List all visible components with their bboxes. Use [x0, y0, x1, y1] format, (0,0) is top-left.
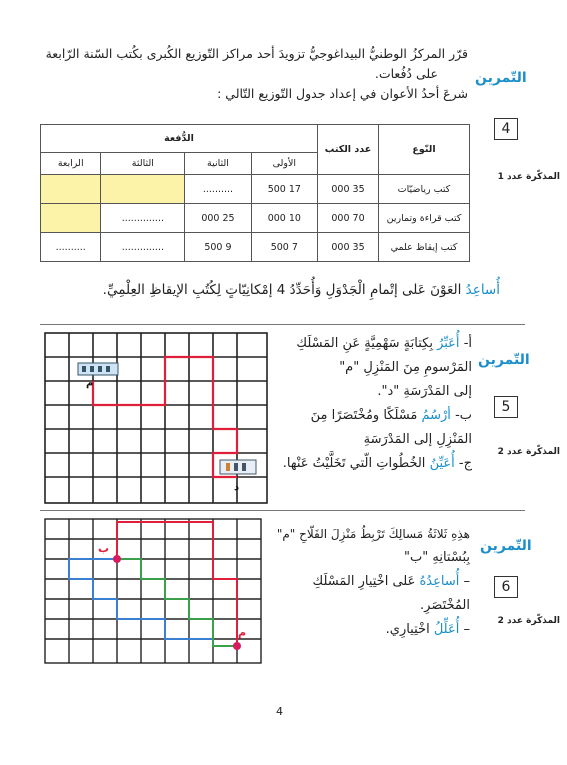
- cell-b2: 25 000: [185, 204, 251, 233]
- header-batch: الدُّفعة: [41, 125, 318, 153]
- distribution-table: [40, 124, 470, 262]
- exercise-5-number: 5: [494, 396, 518, 418]
- route-grid-ex6: [44, 518, 262, 664]
- cell-b3: [101, 175, 185, 204]
- cell-b2: 9 500: [185, 233, 251, 262]
- home-label: م: [86, 378, 94, 389]
- ex5-part-c: ج- أُعَيِّنُ الخُطُواتِ الّتي تَخَلَّيْتُ عَنْها.: [282, 456, 472, 471]
- house-point: [233, 642, 241, 650]
- batch-col-4: الرابعة: [41, 153, 101, 175]
- route-grid-ex5: [44, 332, 268, 504]
- table-row: [41, 233, 470, 262]
- cell-count: 35 000: [318, 233, 379, 262]
- divider: [40, 510, 525, 511]
- exercise-4-note: المذكّرة عدد 1: [497, 172, 560, 182]
- house-icon: [78, 363, 118, 375]
- cell-b2[interactable]: ..........: [185, 175, 251, 204]
- ex5-part-a-line2: المَرْسومِ مِنَ المَنْزِلِ "م": [339, 360, 472, 375]
- ex5-part-b: ب- أرْسُمُ مَسْلَكًا ومُخْتَصَرًا مِنَ: [310, 408, 472, 423]
- cell-type: كتب رياضيّات: [379, 175, 470, 204]
- cell-b3[interactable]: ..............: [101, 233, 185, 262]
- ex6-task-1-line2: المُخْتَصَرِ.: [420, 598, 470, 613]
- grid-lines: [45, 519, 261, 663]
- cell-b4: [41, 175, 101, 204]
- school-icon: [220, 460, 256, 474]
- exercise-6-text: [268, 522, 470, 642]
- exercise-4-number: 4: [494, 118, 518, 140]
- garden-point: [113, 555, 121, 563]
- divider: [40, 324, 525, 325]
- exercise-5-text: [272, 332, 472, 476]
- garden-label: ب: [98, 542, 110, 555]
- ex5-part-b-line2: المَنْزِلِ إلى المَدْرَسَةِ: [363, 432, 472, 447]
- exercise-5-note: المذكّرة عدد 2: [497, 447, 560, 457]
- header-type: النّوع: [379, 125, 470, 175]
- cell-type: كتب إيقاظ علمي: [379, 233, 470, 262]
- cell-b1: 7 500: [251, 233, 317, 262]
- exercise-4-task: [40, 282, 500, 298]
- header-count: عدد الكتب: [318, 125, 379, 175]
- ex5-part-a-line3: إلى المَدْرَسَةِ "د".: [377, 384, 472, 399]
- intro-line-1: قرّر المركزُ الوطنيُّ البيداغوجيُّ تزويدَ أحد مراكز التّوزيع الكُبرى بكُتب السّنة الرّابعة: [45, 46, 468, 61]
- cell-b3[interactable]: ..............: [101, 204, 185, 233]
- green-path: [117, 559, 237, 646]
- cell-b4: [41, 204, 101, 233]
- ex6-line-2: بِبُسْتانِهِ "ب": [404, 550, 470, 565]
- table-row: [41, 175, 470, 204]
- red-path: [117, 522, 237, 646]
- cell-b1: 10 000: [251, 204, 317, 233]
- batch-col-2: الثانية: [185, 153, 251, 175]
- intro-line-2: على دُفُعات.: [374, 66, 438, 81]
- intro-line-3: شرعَ أحدُ الأعوان في إعداد جدول التّوزيع التّالي :: [217, 86, 468, 101]
- ex6-task-2: – أُعَلِّلُ اخْتِيارِي.: [385, 622, 470, 637]
- cell-count: 70 000: [318, 204, 379, 233]
- table-row: [41, 204, 470, 233]
- exercise-4-intro: [40, 44, 468, 104]
- cell-b1: 17 500: [251, 175, 317, 204]
- exercise-6-label: التّمرين: [480, 538, 532, 554]
- batch-col-1: الأولى: [251, 153, 317, 175]
- page-number: 4: [276, 705, 283, 718]
- exercise-4-label: التّمرين: [475, 70, 527, 86]
- school-label: د: [234, 482, 240, 493]
- task-verb: أُساعِدُ: [465, 282, 500, 298]
- cell-type: كتب قراءة وتمارين: [379, 204, 470, 233]
- ex5-part-a: أ- أُعَبِّرُ بِكِتابَةٍ سَهْمِيَّةٍ عَنِ المَسْلَكِ: [296, 336, 472, 351]
- batch-col-3: الثالثة: [101, 153, 185, 175]
- ex6-task-1: – أُساعِدُهُ عَلى اخْتِيارِ المَسْلَكِ: [312, 574, 470, 589]
- cell-count: 35 000: [318, 175, 379, 204]
- house-label: م: [238, 626, 247, 639]
- exercise-5-label: التّمرين: [478, 352, 530, 368]
- exercise-6-number: 6: [494, 576, 518, 598]
- cell-b4[interactable]: ..........: [41, 233, 101, 262]
- task-text: العَوْنَ عَلى إتْمامِ الْجَدْوَلِ وَأُحَدِّدُ 4 إمْكانِيّاتٍ لِكُتُبِ الإيقاظِ العِلْمِيِّ.: [102, 282, 462, 298]
- exercise-6-note: المذكّرة عدد 2: [497, 616, 560, 626]
- ex6-line-1: هذِهِ ثَلاثَةُ مَسالِكَ تَرْبِطُ مَنْزِلَ الفَلّاحِ "م": [276, 527, 470, 541]
